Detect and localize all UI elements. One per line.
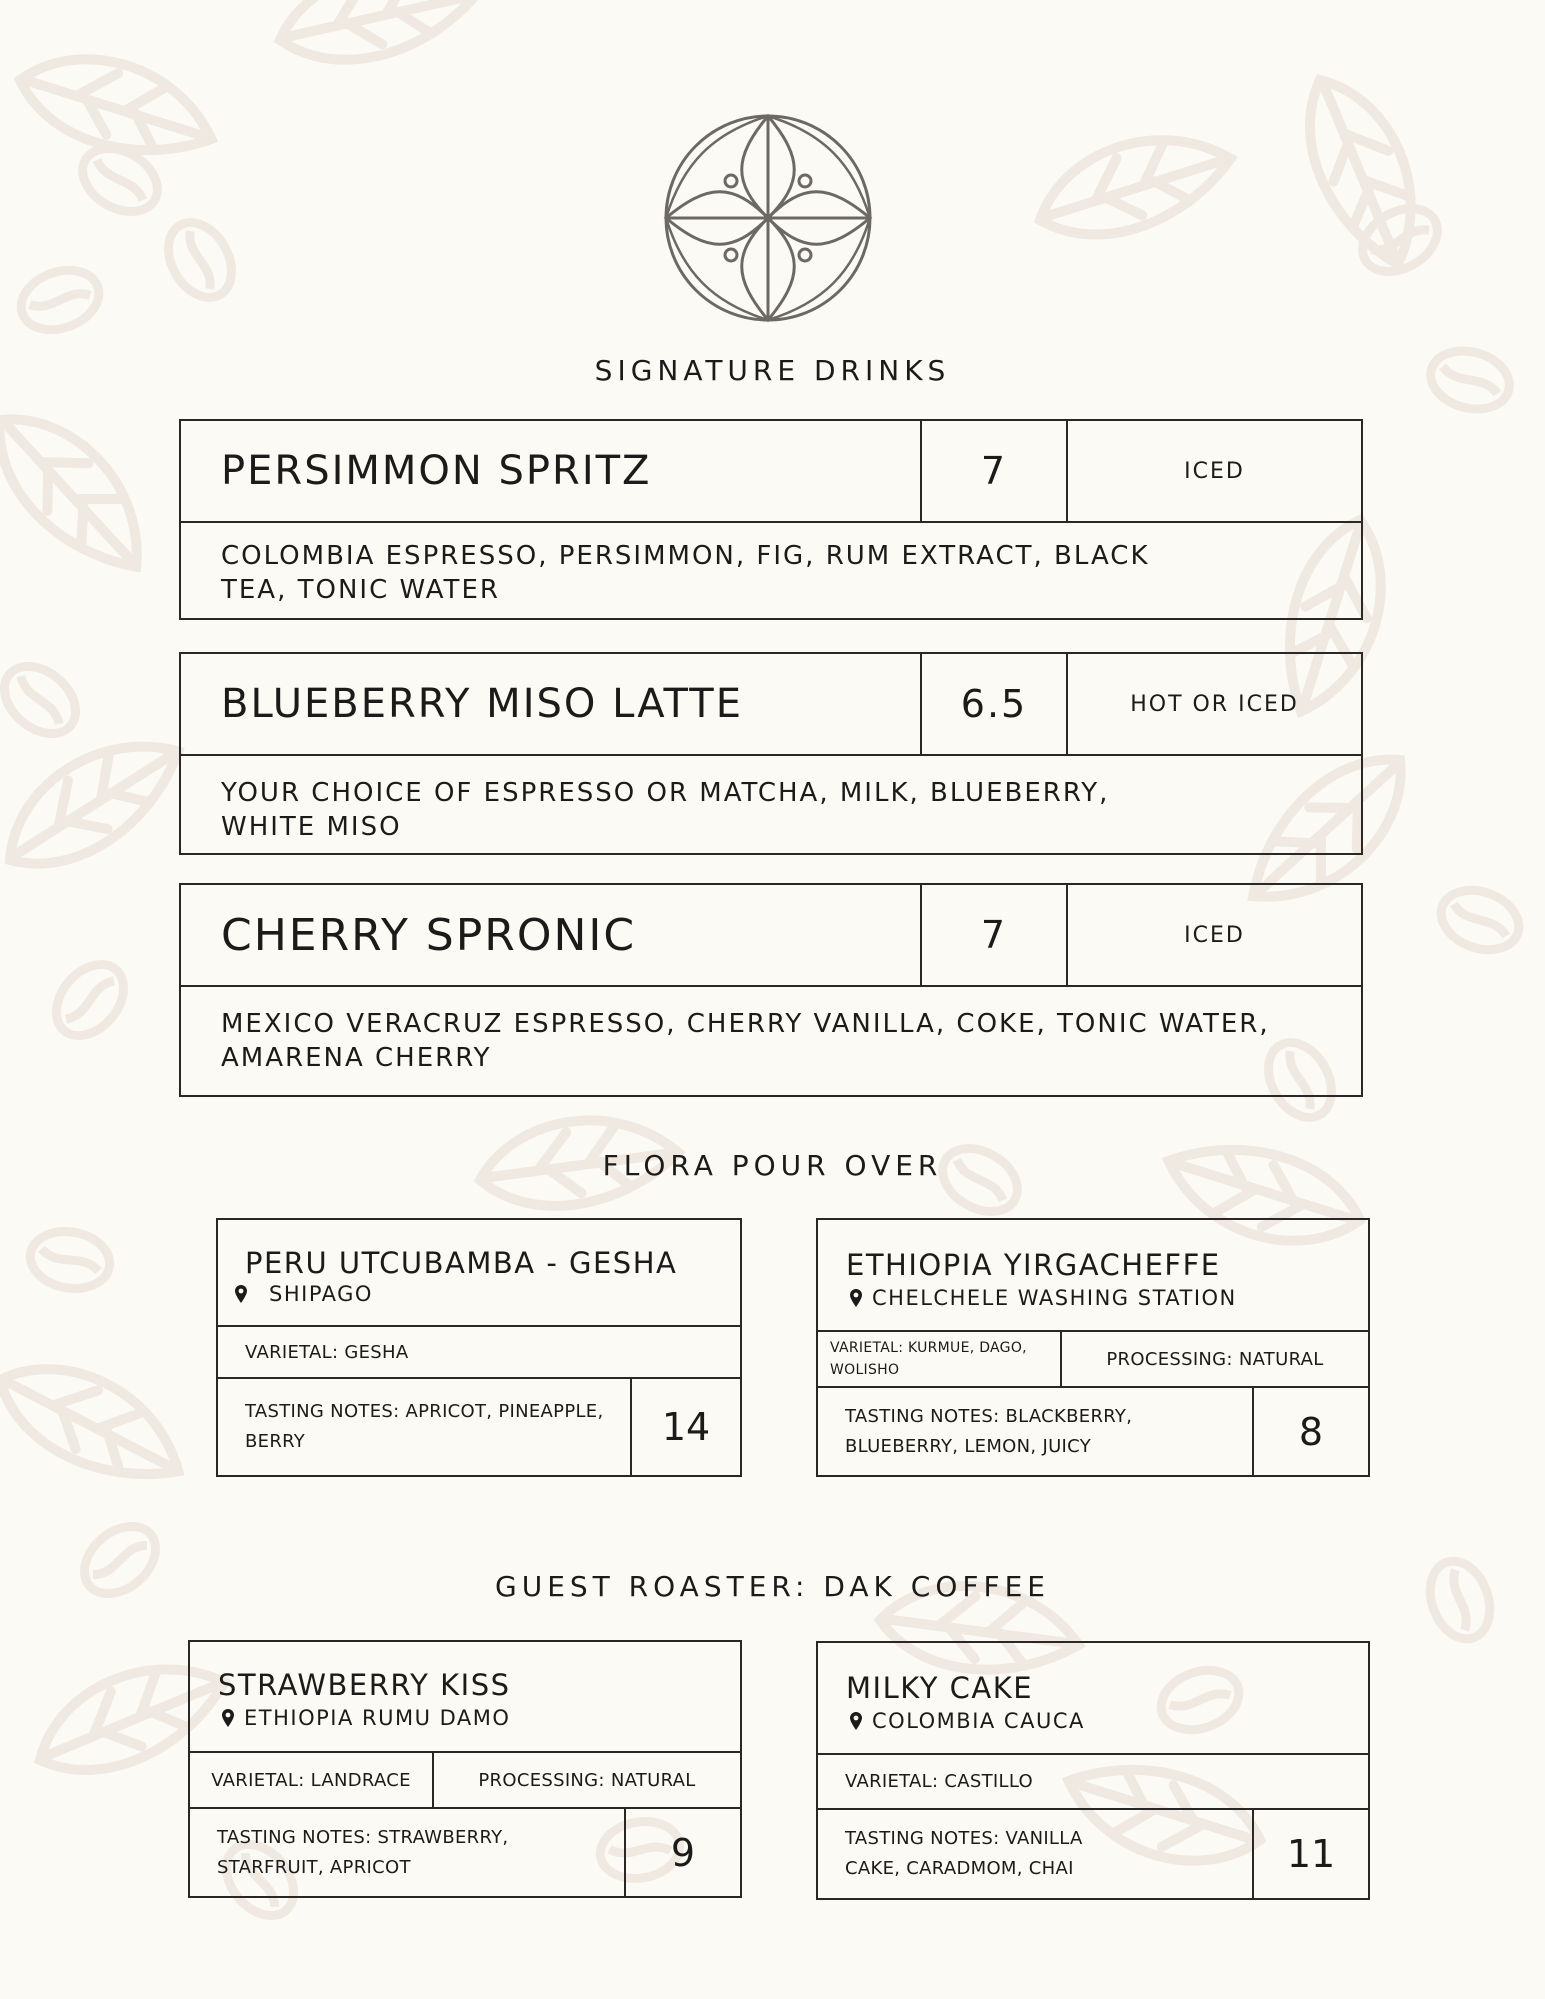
signature-drinks-heading: SIGNATURE DRINKS — [594, 354, 951, 387]
guest-roaster-heading: GUEST ROASTER: DAK COFFEE — [495, 1570, 1050, 1603]
description-line: TEA, TONIC WATER — [221, 575, 500, 605]
flora-emblem-icon — [663, 113, 873, 323]
drink-name: BLUEBERRY MISO LATTE — [181, 654, 922, 754]
drink-price: 7 — [922, 421, 1068, 521]
coffee-origin — [850, 1286, 1237, 1310]
notes-line: TASTING NOTES: APRICOT, PINEAPPLE, — [245, 1401, 604, 1422]
tasting-notes — [818, 1810, 1254, 1898]
notes-line: CAKE, CARADMOM, CHAI — [845, 1858, 1074, 1879]
coffee-name: PERU UTCUBAMBA - GESHA — [245, 1246, 678, 1280]
drink-description — [181, 523, 1361, 607]
tasting-notes — [190, 1809, 626, 1896]
coffee-card — [816, 1641, 1370, 1900]
drink-price: 7 — [922, 885, 1068, 985]
description-line: MEXICO VERACRUZ ESPRESSO, CHERRY VANILLA, COKE, TONIC WATER, — [221, 1009, 1270, 1039]
varietal-label — [818, 1332, 1062, 1386]
varietal-line: WOLISHO — [830, 1362, 900, 1378]
description-line: YOUR CHOICE OF ESPRESSO OR MATCHA, MILK, BLUEBERRY, — [221, 778, 1110, 808]
drink-temperature: HOT OR ICED — [1130, 691, 1299, 717]
notes-line: BERRY — [245, 1431, 306, 1452]
coffee-origin — [850, 1709, 1085, 1733]
origin-label: SHIPAGO — [269, 1282, 373, 1306]
coffee-card — [188, 1640, 742, 1898]
varietal-label: VARIETAL: LANDRACE — [190, 1753, 434, 1807]
coffee-card — [816, 1218, 1370, 1477]
notes-line: TASTING NOTES: VANILLA — [845, 1828, 1083, 1849]
origin-label: ETHIOPIA RUMU DAMO — [244, 1706, 511, 1730]
description-line: COLOMBIA ESPRESSO, PERSIMMON, FIG, RUM EXTRACT, BLACK — [221, 541, 1150, 571]
drink-description — [181, 756, 1361, 844]
coffee-card — [216, 1218, 742, 1477]
description-line: WHITE MISO — [221, 812, 402, 842]
origin-label: COLOMBIA CAUCA — [872, 1709, 1085, 1733]
coffee-origin — [222, 1706, 510, 1730]
varietal-line: VARIETAL: KURMUE, DAGO, — [830, 1340, 1027, 1356]
notes-line: STARFRUIT, APRICOT — [217, 1856, 411, 1878]
notes-line: TASTING NOTES: STRAWBERRY, — [217, 1826, 509, 1848]
location-pin-icon — [850, 1712, 862, 1730]
location-pin-icon — [222, 1709, 234, 1727]
tasting-notes — [818, 1388, 1254, 1475]
coffee-name: ETHIOPIA YIRGACHEFFE — [846, 1248, 1221, 1282]
processing-label: PROCESSING: NATURAL — [1106, 1348, 1324, 1370]
description-line: AMARENA CHERRY — [221, 1043, 492, 1073]
drink-card — [179, 652, 1363, 855]
processing-label: PROCESSING: NATURAL — [478, 1769, 696, 1791]
coffee-origin — [235, 1282, 373, 1306]
drink-price: 6.5 — [922, 654, 1068, 754]
notes-line: BLUEBERRY, LEMON, JUICY — [845, 1435, 1091, 1457]
drink-card — [179, 883, 1363, 1097]
coffee-price: 14 — [661, 1405, 711, 1449]
drink-temperature: ICED — [1184, 458, 1245, 484]
drink-card — [179, 419, 1363, 620]
tasting-notes — [218, 1379, 632, 1475]
notes-line: TASTING NOTES: BLACKBERRY, — [845, 1405, 1133, 1427]
drink-description — [181, 987, 1361, 1075]
drink-name: PERSIMMON SPRITZ — [181, 421, 922, 521]
coffee-name: STRAWBERRY KISS — [218, 1668, 511, 1702]
drink-temperature: ICED — [1184, 922, 1245, 948]
pour-over-heading: FLORA POUR OVER — [602, 1149, 943, 1182]
location-pin-icon — [235, 1285, 247, 1303]
coffee-name: MILKY CAKE — [846, 1671, 1034, 1705]
location-pin-icon — [850, 1289, 862, 1307]
coffee-price: 8 — [1298, 1409, 1324, 1454]
coffee-price: 11 — [1286, 1832, 1336, 1876]
varietal-label: VARIETAL: GESHA — [245, 1341, 409, 1363]
origin-label: CHELCHELE WASHING STATION — [872, 1286, 1237, 1310]
drink-name: CHERRY SPRONIC — [181, 885, 922, 985]
coffee-price: 9 — [670, 1830, 696, 1875]
varietal-label: VARIETAL: CASTILLO — [845, 1771, 1033, 1792]
